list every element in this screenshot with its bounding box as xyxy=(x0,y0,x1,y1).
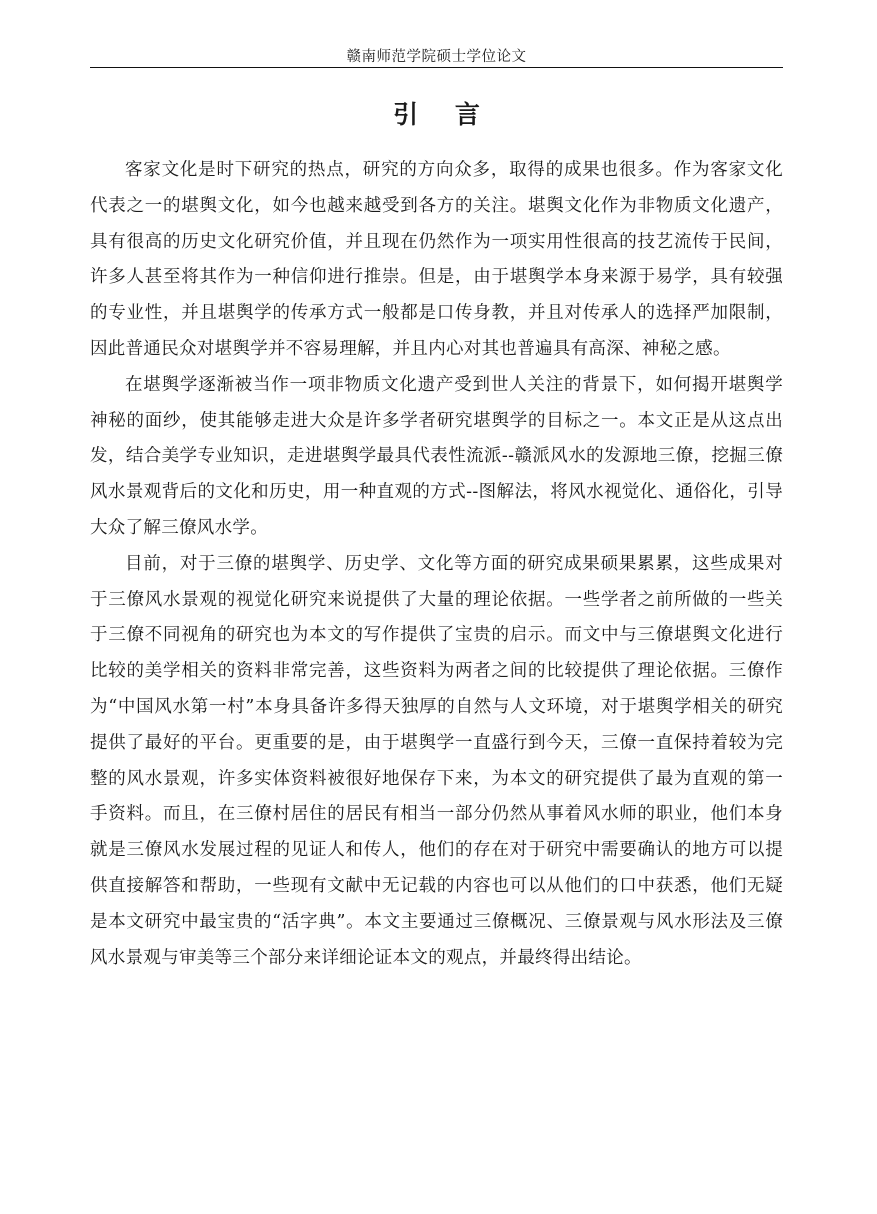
body-text xyxy=(90,153,783,976)
paragraph-3: 目前，对于三僚的堪舆学、历史学、文化等方面的研究成果硕果累累，这些成果对于三僚风水景观的视觉化研究来说提供了大量的理论依据。一些学者之前所做的一些关于三僚不同视角的研究也为本文的写作提供了宝贵的启示。而文中与三僚堪舆文化进行比较的美学相关的资料非常完善，这些资料为两者之间的比较提供了理论依据。三僚作为“中国风水第一村”本身具备许多得天独厚的自然与人文环境，对于堪舆学相关的研究提供了最好的平台。更重要的是，由于堪舆学一直盛行到今天，三僚一直保持着较为完整的风水景观，许多实体资料被很好地保存下来，为本文的研究提供了最为直观的第一手资料。而且，在三僚村居住的居民有相当一部分仍然从事着风水师的职业，他们本身就是三僚风水发展过程的见证人和传人，他们的存在对于研究中需要确认的地方可以提供直接解答和帮助，一些现有文献中无记载的内容也可以从他们的口中获悉，他们无疑是本文研究中最宝贵的“活字典”。本文主要通过三僚概况、三僚景观与风水形法及三僚风水景观与审美等三个部分来详细论证本文的观点，并最终得出结论。 xyxy=(90,553,783,968)
header-rule xyxy=(90,67,783,68)
paragraph-2: 在堪舆学逐渐被当作一项非物质文化遗产受到世人关注的背景下，如何揭开堪舆学神秘的面纱，使其能够走进大众是许多学者研究堪舆学的目标之一。本文正是从这点出发，结合美学专业知识，走进堪舆学最具代表性流派--赣派风水的发源地三僚，挖掘三僚风水景观背后的文化和历史，用一种直观的方式--图解法，将风水视觉化、通俗化，引导大众了解三僚风水学。 xyxy=(90,374,783,538)
section-title: 引 言 xyxy=(393,100,494,129)
running-header: 赣南师范学院硕士学位论文 xyxy=(346,49,527,65)
paragraph-1: 客家文化是时下研究的热点，研究的方向众多，取得的成果也很多。作为客家文化代表之一的堪舆文化，如今也越来越受到各方的关注。堪舆文化作为非物质文化遗产，具有很高的历史文化研究价值，并且现在仍然作为一项实用性很高的技艺流传于民间，许多人甚至将其作为一种信仰进行推崇。但是，由于堪舆学本身来源于易学，具有较强的专业性，并且堪舆学的传承方式一般都是口传身教，并且对传承人的选择严加限制，因此普通民众对堪舆学并不容易理解，并且内心对其也普遍具有高深、神秘之感。 xyxy=(90,160,783,359)
